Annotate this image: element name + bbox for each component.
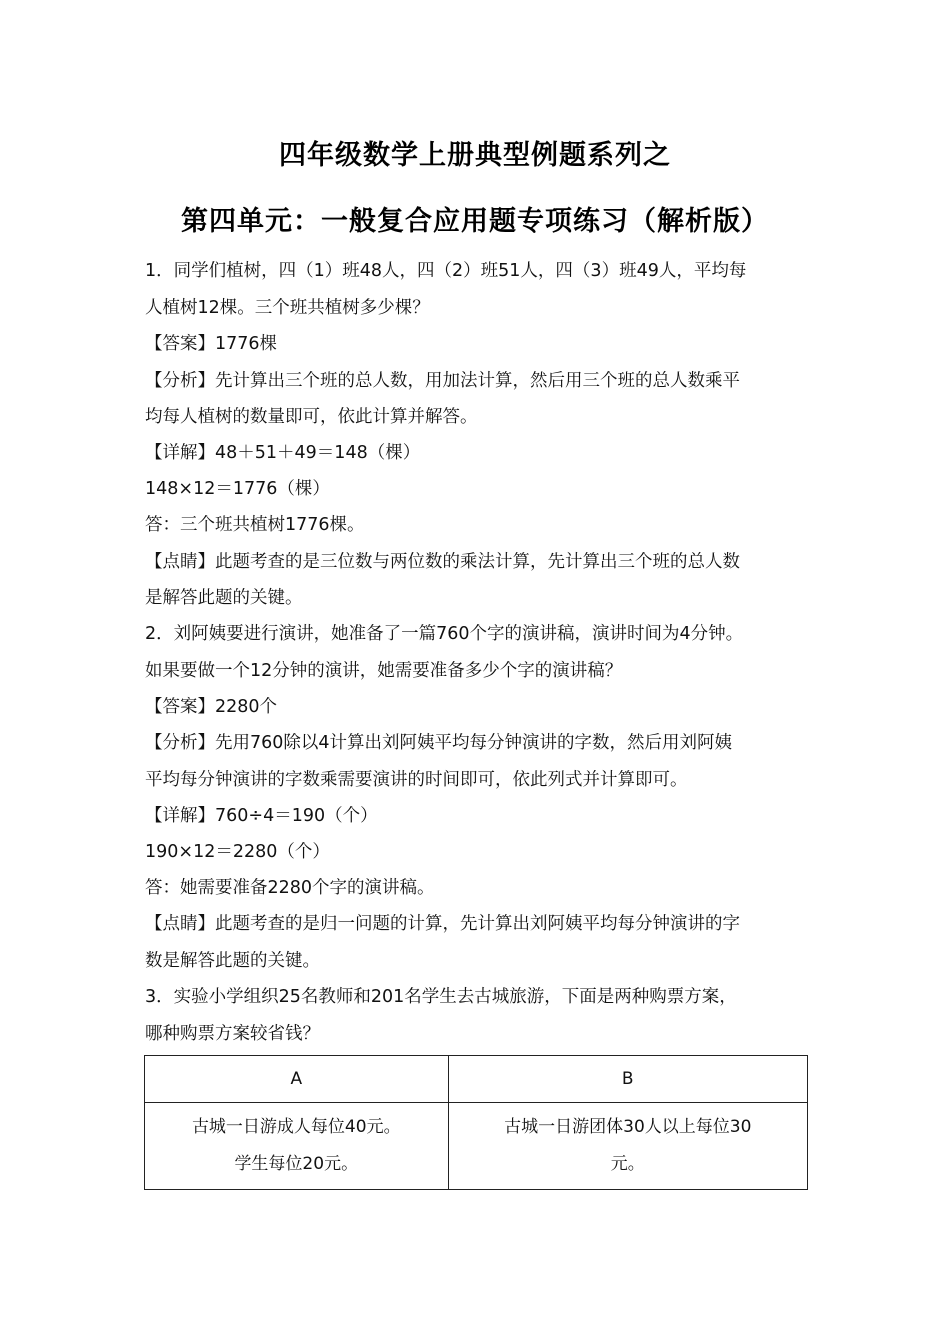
plan-a-cell [145, 1103, 449, 1190]
ticket-plan-table [144, 1055, 808, 1190]
q1-text-line-1: 1．同学们植树，四（1）班48人，四（2）班51人，四（3）班49人，平均每 [145, 261, 747, 281]
q2-solution-line-2: 190×12＝2280（个） [145, 842, 330, 862]
q2-answer: 【答案】2280个 [145, 697, 278, 717]
q2-text-line-2: 如果要做一个12分钟的演讲，她需要准备多少个字的演讲稿？ [145, 661, 623, 681]
q2-solution-line-1: 【详解】760÷4＝190（个） [145, 806, 378, 826]
q1-analysis-line-1: 【分析】先计算出三个班的总人数，用加法计算，然后用三个班的总人数乘平 [145, 371, 740, 391]
q2-comment-line-1: 【点睛】此题考查的是归一问题的计算，先计算出刘阿姨平均每分钟演讲的字 [145, 914, 740, 934]
q1-comment-line-1: 【点睛】此题考查的是三位数与两位数的乘法计算，先计算出三个班的总人数 [145, 552, 740, 572]
q1-solution-line-2: 148×12＝1776（棵） [145, 479, 330, 499]
q2-comment-line-2: 数是解答此题的关键。 [145, 951, 320, 971]
q1-solution-line-1: 【详解】48＋51＋49＝148（棵） [145, 443, 421, 463]
title-line-2: 第四单元：一般复合应用题专项练习（解析版） [181, 206, 769, 237]
q3-text-line-1: 3．实验小学组织25名教师和201名学生去古城旅游，下面是两种购票方案， [145, 987, 737, 1007]
q2-final-answer: 答：她需要准备2280个字的演讲稿。 [145, 878, 435, 898]
q2-analysis-line-2: 平均每分钟演讲的字数乘需要演讲的时间即可，依此列式并计算即可。 [145, 770, 688, 790]
q3-text-line-2: 哪种购票方案较省钱？ [145, 1024, 320, 1044]
title-line-1: 四年级数学上册典型例题系列之 [279, 140, 671, 171]
table-header-row [145, 1056, 808, 1103]
plan-b-cell [448, 1103, 807, 1190]
q1-text-line-2: 人植树12棵。三个班共植树多少棵？ [145, 298, 430, 318]
plan-b-line-2: 元。 [610, 1154, 645, 1174]
q1-analysis-line-2: 均每人植树的数量即可，依此计算并解答。 [145, 407, 478, 427]
plan-a-line-2: 学生每位20元。 [234, 1154, 359, 1174]
q1-answer: 【答案】1776棵 [145, 334, 278, 354]
table-header-a: A [145, 1056, 449, 1103]
plan-a-line-1: 古城一日游成人每位40元。 [191, 1117, 401, 1137]
q2-analysis-line-1: 【分析】先用760除以4计算出刘阿姨平均每分钟演讲的字数，然后用刘阿姨 [145, 733, 733, 753]
q1-comment-line-2: 是解答此题的关键。 [145, 588, 303, 608]
q2-text-line-1: 2．刘阿姨要进行演讲，她准备了一篇760个字的演讲稿，演讲时间为4分钟。 [145, 624, 744, 644]
table-header-b: B [448, 1056, 807, 1103]
plan-b-line-1: 古城一日游团体30人以上每位30 [504, 1117, 752, 1137]
q1-final-answer: 答：三个班共植树1776棵。 [145, 515, 365, 535]
table-body-row [145, 1103, 808, 1190]
